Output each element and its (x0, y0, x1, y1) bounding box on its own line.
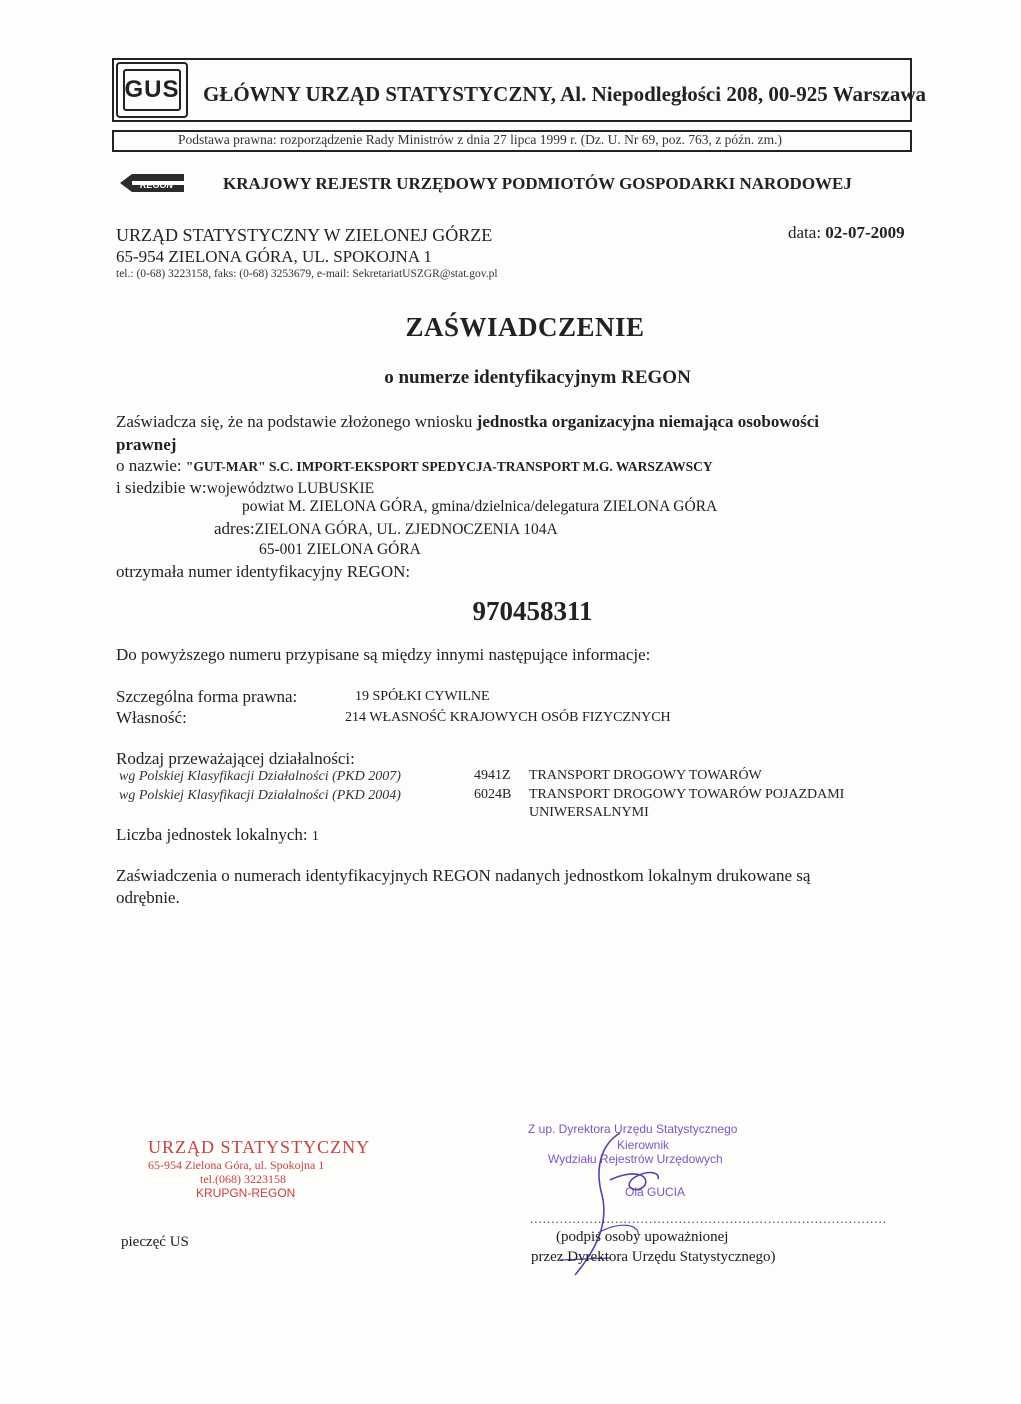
pkd-2004-code: 6024B (474, 787, 512, 802)
received-text: otrzymała numer identyfikacyjny REGON: (116, 562, 411, 581)
gus-logo (116, 62, 188, 118)
activity-label: Rodzaj przeważającej działalności: (116, 749, 355, 768)
certificate-title: ZAŚWIADCZENIE (405, 312, 645, 342)
pkd-2007-description: TRANSPORT DROGOWY TOWARÓW (529, 768, 762, 783)
regon-logo-text: REGON (140, 180, 174, 190)
seat-district: powiat M. ZIELONA GÓRA, gmina/dzielnica/delegatura ZIELONA GÓRA (242, 498, 718, 515)
entity-type-cont: prawnej (116, 435, 177, 454)
name-label: o nazwie: (116, 456, 182, 475)
signature-caption-1: (podpis osoby upoważnionej (556, 1229, 729, 1245)
pkd-2007-classification: wg Polskiej Klasyfikacji Działalności (PKD 2007) (119, 769, 401, 784)
local-units-label: Liczba jednostek lokalnych: (116, 825, 308, 844)
certificate-subtitle: o numerze identyfikacyjnym REGON (384, 367, 691, 388)
date-label: data: (788, 223, 822, 242)
address-line (214, 519, 558, 539)
pkd-2004-description-cont: UNIWERSALNYMI (529, 805, 649, 820)
office-address: 65-954 ZIELONA GÓRA, UL. SPOKOJNA 1 (116, 247, 432, 266)
signature-caption-2: przez Dyrektora Urzędu Statystycznego) (531, 1249, 776, 1265)
local-units-line (116, 825, 319, 845)
director-stamp-line2: Kierownik (617, 1138, 670, 1152)
stamp-us-phone: tel.(068) 3223158 (200, 1172, 286, 1186)
stamp-us-caption: pieczęć US (121, 1234, 189, 1250)
legal-form-label: Szczególna forma prawna: (116, 687, 298, 706)
entity-name: "GUT-MAR" S.C. IMPORT-EKSPORT SPEDYCJA-TRANSPORT M.G. WARSZAWSCY (185, 459, 713, 474)
seat-line (116, 478, 374, 498)
address-label: adres: (214, 519, 255, 538)
pkd-2004-description: TRANSPORT DROGOWY TOWARÓW POJAZDAMI (529, 787, 845, 802)
gus-logo-text: GUS (123, 69, 181, 111)
stamp-us-dept: KRUPGN-REGON (196, 1186, 296, 1200)
address-value: ZIELONA GÓRA, UL. ZJEDNOCZENIA 104A (254, 521, 558, 538)
director-stamp-line3: Wydziału Rejestrów Urzędowych (548, 1152, 723, 1166)
legal-basis-text: Podstawa prawna: rozporządzenie Rady Ministrów z dnia 27 lipca 1999 r. (Dz. U. Nr 69, poz. 763, z późn. zm.) (178, 132, 782, 147)
regon-number: 970458311 (472, 596, 593, 626)
signature-line: .................................................................................... (530, 1211, 887, 1226)
intro-line (116, 412, 819, 432)
registry-title: KRAJOWY REJESTR URZĘDOWY PODMIOTÓW GOSPODARKI NARODOWEJ (223, 174, 852, 193)
date-value: 02-07-2009 (825, 223, 905, 242)
director-stamp-line4: Ola GUCIA (625, 1185, 686, 1199)
header-title: GŁÓWNY URZĄD STATYSTYCZNY, Al. Niepodległości 208, 00-925 Warszawa (203, 82, 927, 106)
seat-voivodeship: województwo LUBUSKIE (206, 480, 375, 497)
date (788, 223, 905, 243)
pkd-2004-classification: wg Polskiej Klasyfikacji Działalności (PKD 2004) (119, 788, 401, 803)
intro-text: Zaświadcza się, że na podstawie złożonego wniosku (116, 412, 473, 431)
seat-label: i siedzibie w: (116, 478, 207, 497)
ownership-label: Własność: (116, 708, 187, 727)
address-postal: 65-001 ZIELONA GÓRA (259, 541, 421, 558)
office-name: URZĄD STATYSTYCZNY W ZIELONEJ GÓRZE (116, 225, 493, 245)
director-stamp-line1: Z up. Dyrektora Urzędu Statystycznego (528, 1122, 738, 1136)
assigned-info: Do powyższego numeru przypisane są między innymi następujące informacje: (116, 645, 651, 664)
ownership-value: 214 WŁASNOŚĆ KRAJOWYCH OSÓB FIZYCZNYCH (345, 710, 671, 725)
entity-type: jednostka organizacyjna niemająca osobowości (476, 412, 820, 431)
stamp-us-address: 65-954 Zielona Góra, ul. Spokojna 1 (148, 1158, 325, 1172)
legal-form-value: 19 SPÓŁKI CYWILNE (355, 689, 490, 704)
note-line-2: odrębnie. (116, 888, 180, 907)
stamp-us-title: URZĄD STATYSTYCZNY (148, 1137, 371, 1157)
office-contact: tel.: (0-68) 3223158, faks: (0-68) 3253679, e-mail: SekretariatUSZGR@stat.gov.pl (116, 268, 498, 280)
pkd-2007-code: 4941Z (474, 768, 511, 783)
local-units-value: 1 (311, 829, 319, 844)
regon-logo (118, 172, 188, 194)
note-line-1: Zaświadczenia o numerach identyfikacyjnych REGON nadanych jednostkom lokalnym drukowane są (116, 866, 811, 885)
name-line (116, 456, 713, 476)
